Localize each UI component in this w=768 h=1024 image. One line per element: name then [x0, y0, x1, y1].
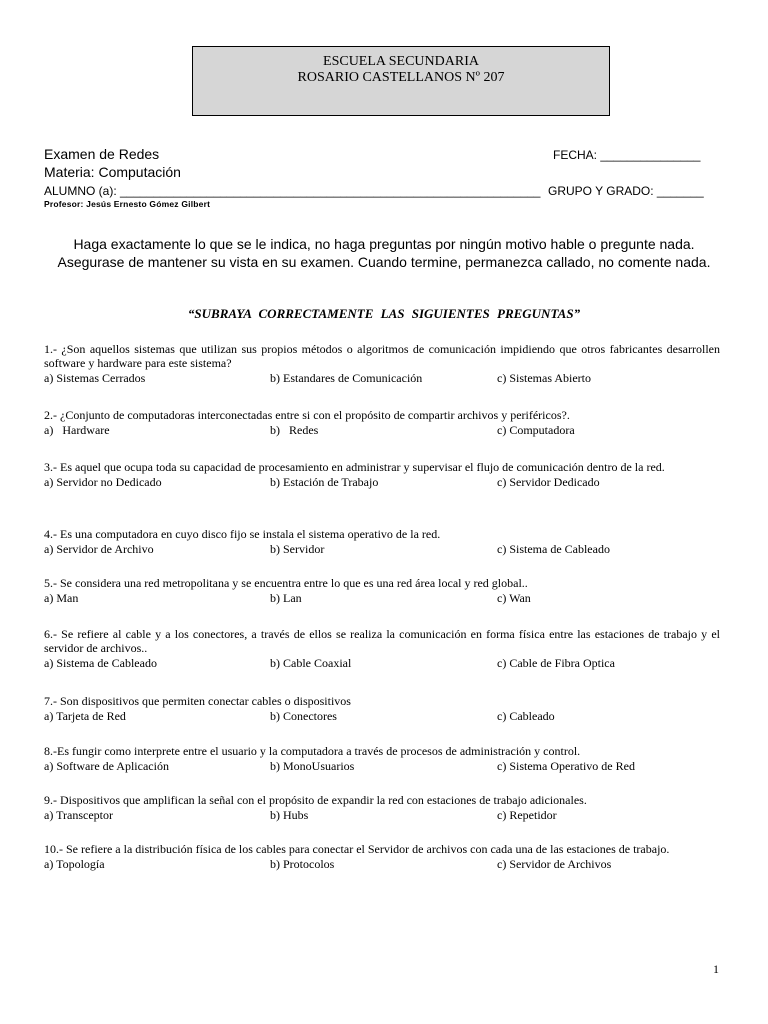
answer-options: [44, 542, 720, 557]
answer-options: [44, 591, 720, 606]
option-a[interactable]: a) Man: [44, 591, 79, 605]
question-text: 3.- Es aquel que ocupa toda su capacidad de procesamiento en administrar y supervisar el flujo de comunicación dentro de la red.: [44, 460, 665, 474]
school-line-2: ROSARIO CASTELLANOS Nº 207: [297, 70, 505, 85]
option-c[interactable]: c) Servidor de Archivos: [497, 857, 612, 871]
option-a[interactable]: a) Sistema de Cableado: [44, 656, 157, 670]
option-a[interactable]: a) Hardware: [44, 423, 110, 437]
date-field: FECHA: _______________: [553, 148, 701, 162]
option-c[interactable]: c) Sistema de Cableado: [497, 542, 610, 556]
option-b[interactable]: b) Hubs: [270, 808, 309, 822]
question-text: 9.- Dispositivos que amplifican la señal con el propósito de expandir la red con estaciones de trabajo adicionales.: [44, 793, 587, 807]
question-text: 5.- Se considera una red metropolitana y se encuentra entre lo que es una red área local y red global..: [44, 576, 528, 590]
option-b[interactable]: b) Protocolos: [270, 857, 335, 871]
question-text: 8.-Es fungir como interprete entre el usuario y la computadora a través de procesos de administración y control.: [44, 744, 581, 758]
option-a[interactable]: a) Servidor no Dedicado: [44, 475, 162, 489]
question-2: [44, 408, 720, 438]
option-c[interactable]: c) Wan: [497, 591, 531, 605]
page-number: 1: [713, 962, 719, 976]
question-text: 4.- Es una computadora en cuyo disco fijo se instala el sistema operativo de la red.: [44, 527, 441, 541]
instructions-paragraph: Haga exactamente lo que se le indica, no haga preguntas por ningún motivo hable o pregunte nada. Asegurase de mantener su vista en su examen. Cuando termine, permanezca callado, no comente nada.: [57, 236, 711, 270]
option-a[interactable]: a) Transceptor: [44, 808, 113, 822]
question-1: [44, 342, 720, 386]
question-6: [44, 627, 720, 671]
option-c[interactable]: c) Cable de Fibra Optica: [497, 656, 615, 670]
subject-line: Materia: Computación: [44, 164, 181, 180]
answer-options: [44, 371, 720, 386]
option-b[interactable]: b) Estandares de Comunicación: [270, 371, 423, 385]
question-4: [44, 527, 720, 557]
option-a[interactable]: a) Sistemas Cerrados: [44, 371, 146, 385]
question-text: 1.- ¿Son aquellos sistemas que utilizan sus propios métodos o algoritmos de comunicación impidiendo que otros fabricantes desarrollen software y hardware para este sistema?: [44, 342, 720, 370]
question-text: 7.- Son dispositivos que permiten conectar cables o dispositivos: [44, 694, 351, 708]
option-b[interactable]: b) Lan: [270, 591, 302, 605]
option-c[interactable]: c) Servidor Dedicado: [497, 475, 600, 489]
section-heading: “SUBRAYA CORRECTAMENTE LAS SIGUIENTES PREGUNTAS”: [187, 306, 581, 321]
option-b[interactable]: b) Estación de Trabajo: [270, 475, 379, 489]
option-c[interactable]: c) Repetidor: [497, 808, 557, 822]
question-7: [44, 694, 720, 724]
option-b[interactable]: b) Conectores: [270, 709, 337, 723]
option-c[interactable]: c) Computadora: [497, 423, 575, 437]
option-a[interactable]: a) Servidor de Archivo: [44, 542, 154, 556]
option-b[interactable]: b) MonoUsuarios: [270, 759, 355, 773]
answer-options: [44, 656, 720, 671]
school-header-box: [192, 46, 610, 116]
answer-options: [44, 759, 720, 774]
group-grade-field: GRUPO Y GRADO: _______: [548, 184, 704, 198]
option-a[interactable]: a) Topología: [44, 857, 105, 871]
option-b[interactable]: b) Redes: [270, 423, 319, 437]
question-5: [44, 576, 720, 606]
question-9: [44, 793, 720, 823]
teacher-name: Profesor: Jesús Ernesto Gómez Gilbert: [44, 199, 211, 209]
question-text: 6.- Se refiere al cable y a los conectores, a través de ellos se realiza la comunicación en forma física entre las estaciones de trabajo y el servidor de archivos..: [44, 627, 720, 655]
question-10: [44, 842, 720, 872]
school-line-1: ESCUELA SECUNDARIA: [323, 54, 479, 69]
option-a[interactable]: a) Software de Aplicación: [44, 759, 169, 773]
answer-options: [44, 709, 720, 724]
answer-options: [44, 857, 720, 872]
question-text: 10.- Se refiere a la distribución física de los cables para conectar el Servidor de archivos con cada una de las estaciones de trabajo.: [44, 842, 670, 856]
answer-options: [44, 423, 720, 438]
question-8: [44, 744, 720, 774]
option-a[interactable]: a) Tarjeta de Red: [44, 709, 126, 723]
option-b[interactable]: b) Cable Coaxial: [270, 656, 352, 670]
student-name-field: ALUMNO (a): _______________________________________________________________: [44, 184, 541, 198]
answer-options: [44, 808, 720, 823]
option-b[interactable]: b) Servidor: [270, 542, 325, 556]
answer-options: [44, 475, 720, 490]
option-c[interactable]: c) Cableado: [497, 709, 555, 723]
question-text: 2.- ¿Conjunto de computadoras interconectadas entre si con el propósito de compartir archivos y periféricos?.: [44, 408, 570, 422]
option-c[interactable]: c) Sistemas Abierto: [497, 371, 591, 385]
exam-title: Examen de Redes: [44, 146, 160, 162]
option-c[interactable]: c) Sistema Operativo de Red: [497, 759, 635, 773]
question-3: [44, 460, 720, 490]
